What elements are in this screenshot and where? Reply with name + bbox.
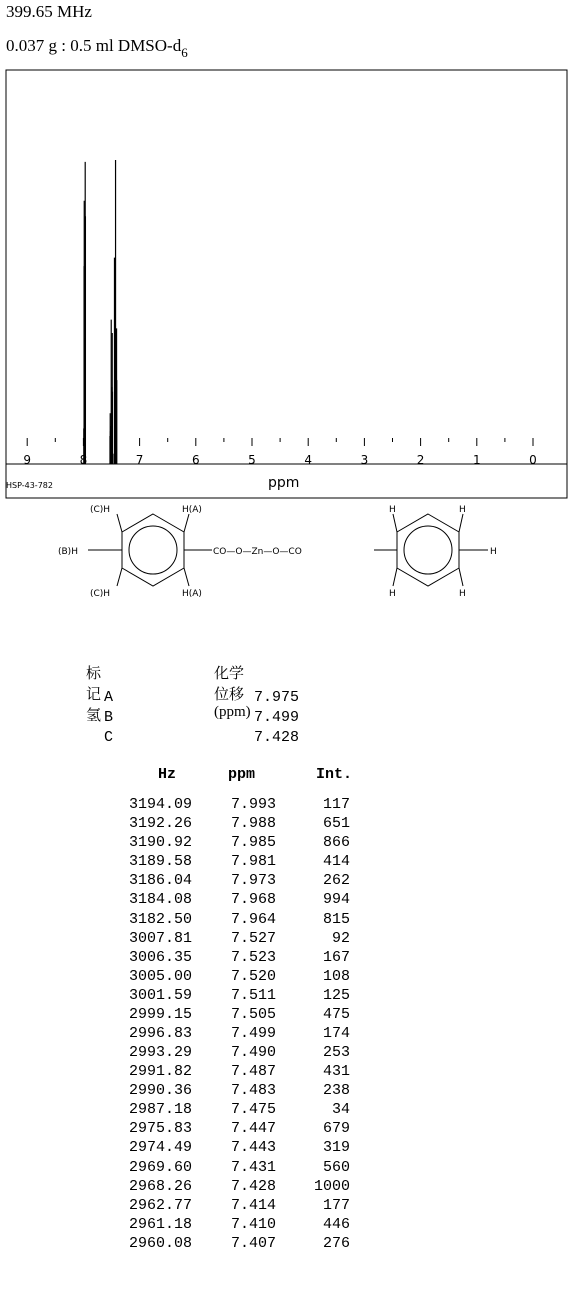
peak-hz-cell: 3006.35 — [128, 948, 192, 966]
peak-ppm-cell: 7.520 — [230, 967, 276, 985]
right-h-5: H — [459, 589, 466, 599]
plot-frame — [6, 70, 567, 498]
peak-ppm-cell: 7.985 — [230, 834, 276, 852]
peak-hz-cell: 2987.18 — [128, 1101, 192, 1119]
label-b: (B)H — [58, 547, 78, 557]
peak-int-cell: 92 — [331, 929, 350, 947]
peak-ppm-cell: 7.407 — [230, 1234, 276, 1252]
peak-hz-cell: 2999.15 — [128, 1005, 192, 1023]
peak-ppm-cell: 7.523 — [230, 948, 276, 966]
left-benzene-ring — [122, 514, 184, 586]
x-tick-label: 1 — [472, 453, 481, 467]
right-h-1: H — [389, 505, 396, 515]
peak-ppm-cell: 7.964 — [230, 910, 276, 928]
peak-col-int: Int. — [316, 766, 353, 783]
peak-int-cell: 253 — [322, 1044, 350, 1061]
peak-hz-cell: 2961.18 — [128, 1215, 192, 1233]
peak-int-cell: 679 — [322, 1120, 350, 1138]
spectrometer-frequency: 399.65 MHz — [6, 2, 92, 21]
peak-ppm-cell: 7.968 — [230, 891, 276, 909]
peak-int-cell: 560 — [322, 1158, 350, 1176]
shift-value: 7.499 — [254, 709, 300, 726]
peak-hz-cell: 2968.26 — [128, 1177, 192, 1195]
shift-value: 7.428 — [254, 729, 300, 746]
peak-int-cell: 475 — [322, 1005, 350, 1023]
peak-int-cell: 167 — [322, 948, 350, 966]
peak-hz-cell: 3005.00 — [128, 967, 192, 985]
peak-hz-cell: 2996.83 — [128, 1025, 192, 1042]
peak-hz-cell: 2993.29 — [128, 1044, 192, 1061]
peak-int-cell: 177 — [322, 1196, 350, 1214]
peak-hz-cell: 2974.49 — [128, 1139, 192, 1157]
shift-value: 7.975 — [254, 689, 300, 706]
ester-zinc-chain: CO—O—Zn—O—CO — [213, 547, 302, 557]
peak-hz-cell: 2960.08 — [128, 1234, 192, 1252]
x-tick-label: 0 — [529, 453, 537, 467]
peak-int-cell: 125 — [322, 986, 350, 1004]
peak-int-cell: 815 — [322, 910, 350, 928]
right-h-2: H — [459, 505, 466, 515]
peak-ppm-cell: 7.414 — [230, 1196, 276, 1214]
peak-int-cell: 174 — [322, 1025, 350, 1042]
peak-hz-cell: 3192.26 — [128, 815, 192, 833]
label-a-bottom: H(A) — [182, 589, 202, 599]
peak-hz-cell: 3194.09 — [128, 796, 192, 813]
peak-ppm-cell: 7.487 — [230, 1063, 276, 1081]
peak-hz-cell: 3001.59 — [128, 986, 192, 1004]
sample-subscript: 6 — [181, 45, 188, 60]
left-ring-circle — [129, 526, 177, 574]
peak-ppm-cell: 7.431 — [230, 1158, 276, 1176]
peak-hz-cell: 3186.04 — [128, 872, 192, 890]
peak-hz-cell: 2969.60 — [128, 1158, 192, 1176]
peak-int-cell: 414 — [322, 853, 350, 871]
peak-int-cell: 866 — [322, 834, 350, 852]
peak-int-cell: 994 — [322, 891, 350, 909]
peak-hz-cell: 2990.36 — [128, 1082, 192, 1100]
peak-ppm-cell: 7.499 — [230, 1025, 276, 1042]
peak-hz-cell: 2991.82 — [128, 1063, 192, 1081]
peak-hz-cell: 2962.77 — [128, 1196, 192, 1214]
peak-int-cell: 319 — [322, 1139, 350, 1157]
peak-hz-cell: 3007.81 — [128, 929, 192, 947]
peak-ppm-cell: 7.443 — [230, 1139, 276, 1157]
peak-int-cell: 276 — [322, 1234, 350, 1252]
peak-ppm-cell: 7.993 — [230, 796, 276, 813]
peak-ppm-cell: 7.428 — [230, 1177, 276, 1195]
shift-label: B — [104, 709, 114, 726]
spectrum-code: HSP-43-782 — [6, 481, 53, 490]
peak-hz-cell: 3182.50 — [128, 910, 192, 928]
peak-ppm-cell: 7.483 — [230, 1082, 276, 1100]
right-ring-circle — [404, 526, 452, 574]
peak-int-cell: 431 — [322, 1063, 350, 1081]
peak-int-cell: 262 — [322, 872, 350, 890]
peak-ppm-cell: 7.511 — [230, 986, 276, 1004]
peaks-layer — [84, 160, 117, 464]
peak-ppm-cell: 7.475 — [230, 1101, 276, 1119]
x-tick-label: 2 — [416, 453, 425, 467]
peak-ppm-cell: 7.981 — [230, 853, 276, 871]
peak-int-cell: 117 — [322, 796, 350, 813]
peak-col-ppm: ppm — [228, 766, 256, 783]
x-axis-label: ppm — [268, 475, 300, 491]
peak-ppm-cell: 7.505 — [230, 1005, 276, 1023]
peak-ppm-cell: 7.527 — [230, 929, 276, 947]
ticks-layer — [23, 438, 536, 467]
peak-int-cell: 651 — [322, 815, 350, 833]
peak-col-hz: Hz — [158, 766, 177, 783]
molecule-structure — [0, 492, 570, 642]
right-h-4: H — [389, 589, 396, 599]
label-a-top: H(A) — [182, 505, 202, 515]
peak-ppm-cell: 7.988 — [230, 815, 276, 833]
x-tick-label: 3 — [360, 453, 369, 467]
peak-ppm-cell: 7.447 — [230, 1120, 276, 1138]
peak-int-cell: 446 — [322, 1215, 350, 1233]
x-tick-label: 8 — [79, 453, 88, 467]
nmr-spectrum-chart — [0, 60, 570, 500]
label-c-top: (C)H — [90, 505, 111, 515]
x-tick-label: 4 — [304, 453, 313, 467]
peak-ppm-cell: 7.490 — [230, 1044, 276, 1061]
x-tick-label: 9 — [23, 453, 32, 467]
peak-int-cell: 238 — [322, 1082, 350, 1100]
peak-hz-cell: 3184.08 — [128, 891, 192, 909]
peak-hz-cell: 2975.83 — [128, 1120, 192, 1138]
peak-int-cell: 108 — [322, 967, 350, 985]
peak-ppm-cell: 7.973 — [230, 872, 276, 890]
right-h-3: H — [490, 547, 497, 557]
peak-ppm-cell: 7.410 — [230, 1215, 276, 1233]
peak-int-cell: 1000 — [313, 1177, 350, 1195]
right-benzene-ring — [397, 514, 459, 586]
label-c-bottom: (C)H — [90, 589, 111, 599]
peak-hz-cell: 3189.58 — [128, 853, 192, 871]
shift-col-hydrogen: 标记氢 — [86, 666, 102, 724]
peak-int-cell: 34 — [331, 1101, 350, 1119]
x-tick-label: 7 — [135, 453, 144, 467]
x-tick-label: 5 — [248, 453, 256, 467]
sample-text: 0.037 g : 0.5 ml DMSO-d — [6, 36, 182, 55]
shift-col-ppm: 化学位移(ppm) — [214, 666, 251, 720]
peak-hz-cell: 3190.92 — [128, 834, 192, 852]
sample-description — [6, 36, 188, 61]
shift-label: A — [104, 689, 114, 706]
x-tick-label: 6 — [191, 453, 200, 467]
shift-label: C — [104, 729, 114, 746]
